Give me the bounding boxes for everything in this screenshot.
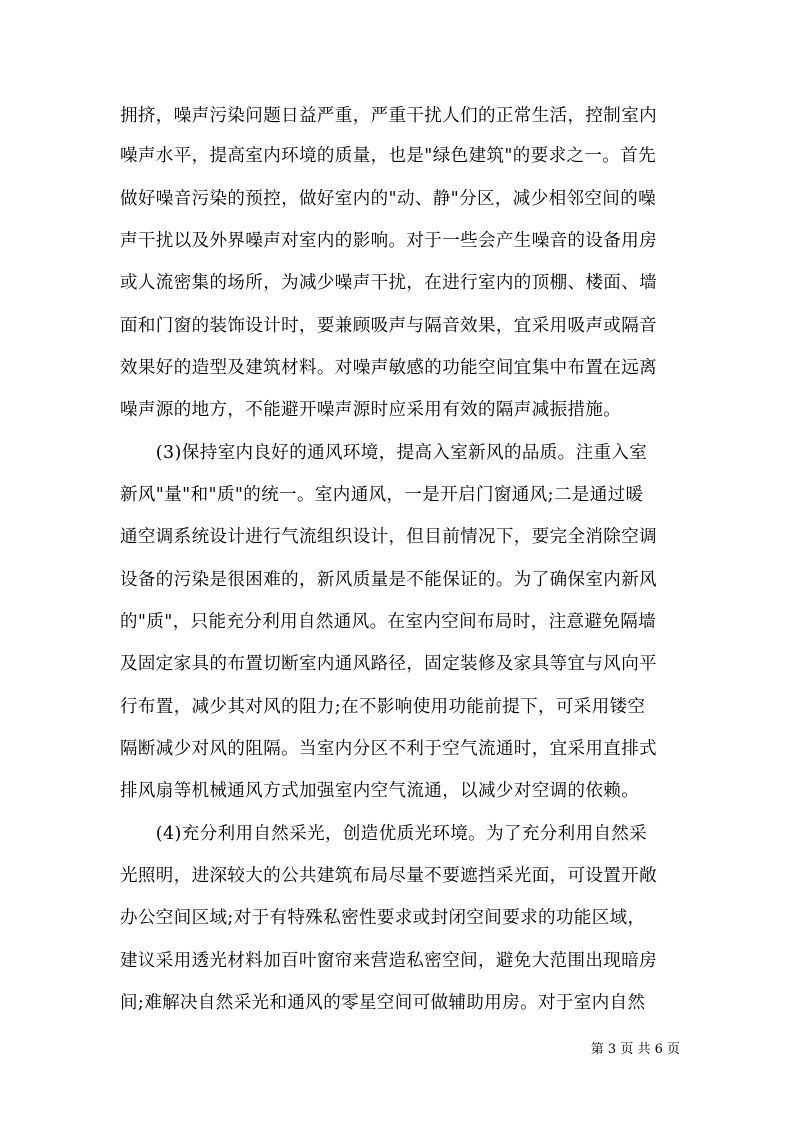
text-line: 隔断减少对风的阻隔。当室内分区不利于空气流通时，宜采用直排式 <box>120 739 657 759</box>
text-line: 光照明，进深较大的公共建筑布局尽量不要遮挡采光面，可设置开敞 <box>120 866 657 886</box>
page-number: 第 3 页 共 6 页 <box>590 1042 680 1057</box>
text-line: 设备的污染是很困难的，新风质量是不能保证的。为了确保室内新风 <box>120 570 657 590</box>
text-line: 或人流密集的场所，为减少噪声干扰，在进行室内的顶棚、楼面、墙 <box>120 273 657 293</box>
text-line: 间;难解决自然采光和通风的零星空间可做辅助用房。对于室内自然 <box>120 993 646 1013</box>
text-line: 面和门窗的装饰设计时，要兼顾吸声与隔音效果，宜采用吸声或隔音 <box>120 316 657 336</box>
text-line: 建议采用透光材料加百叶窗帘来营造私密空间，避免大范围出现暗房 <box>120 951 657 971</box>
text-line: 做好噪音污染的预控，做好室内的"动、静"分区，减少相邻空间的噪 <box>120 189 656 209</box>
text-line: 及固定家具的布置切断室内通风路径，固定装修及家具等宜与风向平 <box>120 654 657 674</box>
text-line: 声干扰以及外界噪声对室内的影响。对于一些会产生噪音的设备用房 <box>120 231 657 251</box>
text-line: 办公空间区域;对于有特殊私密性要求或封闭空间要求的功能区域， <box>120 908 646 928</box>
text-line: (4)充分利用自然采光，创造优质光环境。为了充分利用自然采 <box>120 824 648 844</box>
text-line: 效果好的造型及建筑材料。对噪声敏感的功能空间宜集中布置在远离 <box>120 358 657 378</box>
text-line: (3)保持室内良好的通风环境，提高入室新风的品质。注重入室 <box>120 443 648 463</box>
text-line: 通空调系统设计进行气流组织设计，但目前情况下，要完全消除空调 <box>120 527 657 547</box>
text-line: 排风扇等机械通风方式加强室内空气流通，以减少对空调的依赖。 <box>120 781 640 801</box>
text-line: 噪声源的地方，不能避开噪声源时应采用有效的隔声减振措施。 <box>120 400 622 420</box>
text-line: 拥挤，噪声污染问题日益严重，严重干扰人们的正常生活，控制室内 <box>120 106 657 126</box>
text-line: 行布置，减少其对风的阻力;在不影响使用功能前提下，可采用镂空 <box>120 697 646 717</box>
text-line: 的"质"，只能充分利用自然通风。在室内空间布局时，注意避免隔墙 <box>120 612 656 632</box>
text-line: 噪声水平，提高室内环境的质量，也是"绿色建筑"的要求之一。首先 <box>120 146 656 166</box>
text-line: 新风"量"和"质"的统一。室内通风，一是开启门窗通风;二是通过暖 <box>120 485 644 505</box>
